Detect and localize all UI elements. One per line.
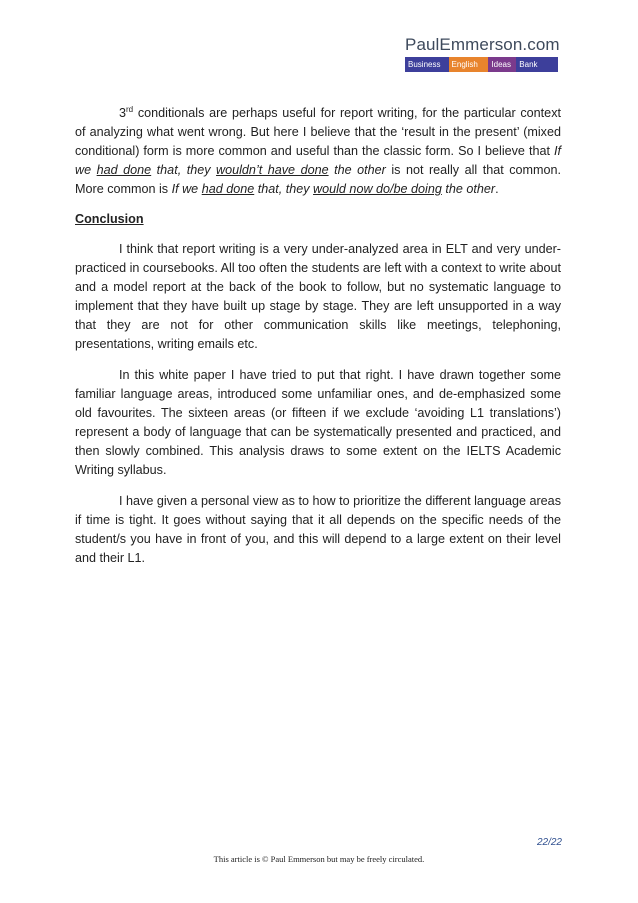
document-body bbox=[75, 104, 561, 580]
paragraph-conditionals bbox=[75, 104, 561, 199]
ordinal-number: 3 bbox=[119, 106, 127, 120]
italic-example: the other bbox=[441, 182, 496, 196]
logo-segment-business: Business bbox=[405, 57, 449, 72]
italic-example: the other bbox=[328, 163, 386, 177]
page-number: 22/22 bbox=[536, 837, 562, 848]
underlined-example: had done bbox=[201, 182, 255, 196]
logo-segment-english: English bbox=[449, 57, 489, 72]
ordinal-superscript: rd bbox=[126, 104, 134, 114]
paragraph: In this white paper I have tried to put that right. I have drawn together some familiar language areas, introduced some unfamiliar ones, and de-emphasized some old favourites. The sixteen areas (or fifteen if we exclude ‘avoiding L1 translations’) represent a body of language that can be systematically presented and practiced, and then slowly combined. This analysis draws to some extent on the IELTS Academic Writing syllabus. bbox=[75, 368, 561, 477]
italic-example: If we bbox=[75, 144, 561, 177]
italic-example: If we bbox=[171, 182, 202, 196]
logo-tagline-bar bbox=[405, 57, 558, 72]
underlined-example: had done bbox=[96, 163, 152, 177]
underlined-example: wouldn’t have done bbox=[216, 163, 329, 177]
logo-segment-bank: Bank bbox=[516, 57, 558, 72]
italic-example: that, they bbox=[151, 163, 217, 177]
logo-title: PaulEmmerson.com bbox=[405, 35, 560, 54]
footer-copyright: This article is © Paul Emmerson but may be freely circulated. bbox=[213, 854, 425, 864]
text-span: is not really all that common. More common is bbox=[75, 163, 562, 196]
paragraph: I think that report writing is a very under-analyzed area in ELT and very under-practiced in coursebooks. All too often the students are left with a context to write about and a model report at the back of the book to follow, but no systematic language to implement that they have built up stage by stage. They are left unsupported in a way that they are not for other communication skills like meetings, telephoning, presentations, writing emails etc. bbox=[75, 242, 561, 351]
paragraph: I have given a personal view as to how to prioritize the different language areas if time is tight. It goes without saying that it all depends on the specific needs of the student/s you have in front of you, and this will depend to a large extent on their level and their L1. bbox=[75, 494, 561, 565]
text-span: conditionals are perhaps useful for report writing, for the particular context of analyzing what went wrong. But here I believe that the ‘result in the present’ (mixed conditional) form is more common and useful than the classic form. So I believe that bbox=[75, 106, 561, 158]
logo-segment-ideas: Ideas bbox=[488, 57, 516, 72]
underlined-example: would now do/be doing bbox=[313, 182, 442, 196]
text-span: . bbox=[495, 182, 499, 196]
section-heading-conclusion: Conclusion bbox=[75, 212, 144, 226]
italic-example: that, they bbox=[254, 182, 314, 196]
site-logo bbox=[405, 35, 565, 72]
